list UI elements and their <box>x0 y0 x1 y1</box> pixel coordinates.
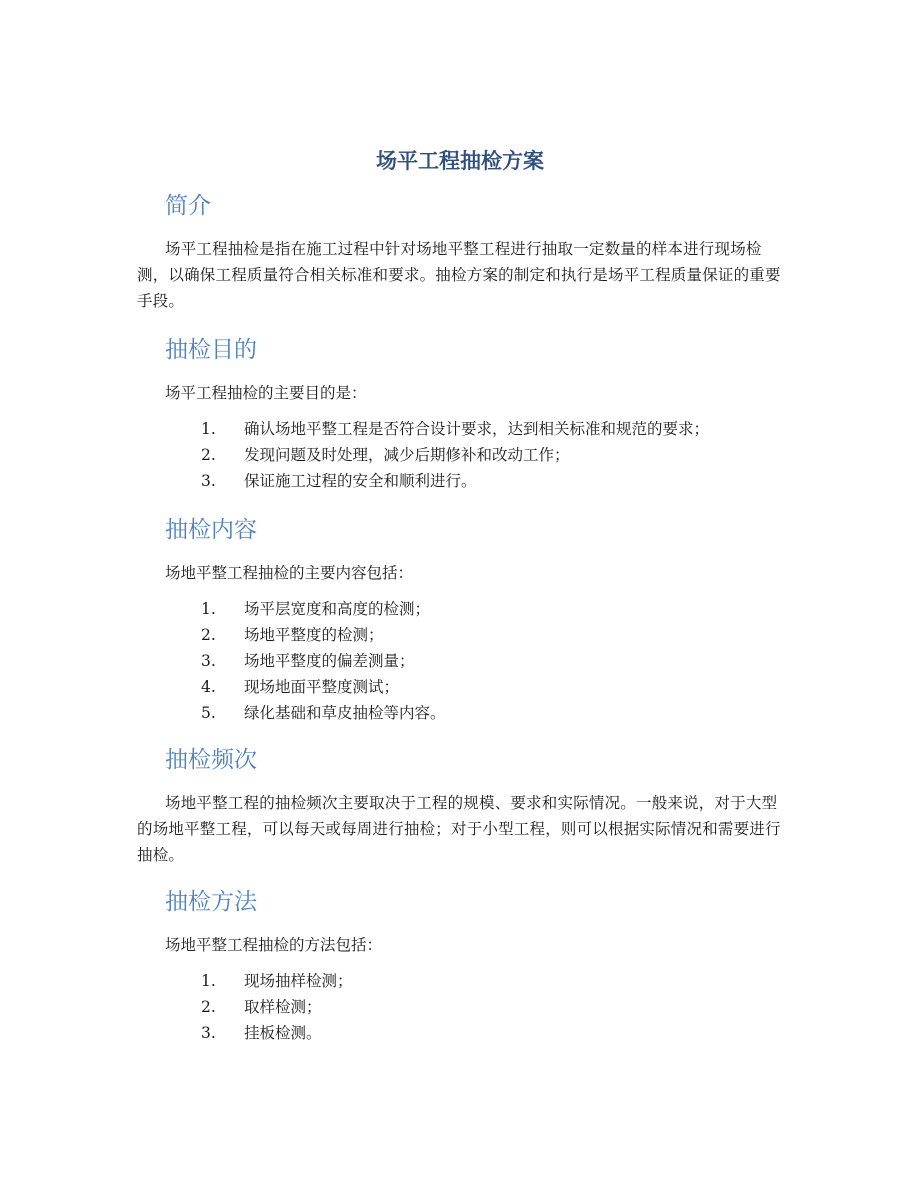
section-intro <box>137 186 789 314</box>
list-item-text: 取样检测； <box>244 998 322 1016</box>
list-item-text: 现场地面平整度测试； <box>244 678 400 696</box>
list-item-number: 3. <box>201 1024 216 1042</box>
purpose-list <box>137 416 789 494</box>
list-item-number: 4. <box>201 678 216 696</box>
purpose-lead: 场平工程抽检的主要目的是： <box>165 384 367 402</box>
section-heading-method: 抽检方法 <box>165 889 257 915</box>
content-list <box>137 596 789 726</box>
list-item <box>137 648 789 674</box>
list-item-text: 挂板检测。 <box>244 1024 322 1042</box>
list-item <box>137 1020 789 1046</box>
list-item <box>137 994 789 1020</box>
section-heading-content: 抽检内容 <box>165 517 257 543</box>
list-item-text: 确认场地平整工程是否符合设计要求，达到相关标准和规范的要求； <box>244 420 710 438</box>
list-item-text: 现场抽样检测； <box>244 972 353 990</box>
intro-paragraph: 场平工程抽检是指在施工过程中针对场地平整工程进行抽取一定数量的样本进行现场检测，以确保工程质量符合相关标准和要求。抽检方案的制定和执行是场平工程质量保证的重要手段。 <box>137 240 781 310</box>
list-item-text: 场地平整度的偏差测量； <box>244 652 415 670</box>
method-list <box>137 968 789 1046</box>
list-item-number: 5. <box>201 704 216 722</box>
list-item-text: 保证施工过程的安全和顺利进行。 <box>244 472 477 490</box>
list-item <box>137 468 789 494</box>
list-item <box>137 968 789 994</box>
list-item-text: 场地平整度的检测； <box>244 626 384 644</box>
list-item-text: 发现问题及时处理，减少后期修补和改动工作； <box>244 446 570 464</box>
list-item <box>137 442 789 468</box>
document-body <box>137 186 789 1046</box>
list-item-number: 2. <box>201 998 216 1016</box>
section-heading-purpose: 抽检目的 <box>165 337 257 363</box>
content-lead: 场地平整工程抽检的主要内容包括： <box>165 564 414 582</box>
section-method <box>137 882 789 1046</box>
list-item-number: 3. <box>201 652 216 670</box>
list-item-number: 3. <box>201 472 216 490</box>
list-item-number: 1. <box>201 600 216 618</box>
list-item <box>137 674 789 700</box>
list-item-number: 2. <box>201 446 216 464</box>
section-purpose <box>137 330 789 494</box>
section-heading-intro: 简介 <box>165 193 211 219</box>
list-item <box>137 700 789 726</box>
method-lead: 场地平整工程抽检的方法包括： <box>165 936 383 954</box>
list-item-number: 1. <box>201 972 216 990</box>
list-item-number: 1. <box>201 420 216 438</box>
list-item <box>137 622 789 648</box>
section-heading-frequency: 抽检频次 <box>165 747 257 773</box>
list-item <box>137 416 789 442</box>
frequency-paragraph: 场地平整工程的抽检频次主要取决于工程的规模、要求和实际情况。一般来说，对于大型的场地平整工程，可以每天或每周进行抽检；对于小型工程，则可以根据实际情况和需要进行抽检。 <box>137 794 781 864</box>
list-item-text: 绿化基础和草皮抽检等内容。 <box>244 704 446 722</box>
document-title: 场平工程抽检方案 <box>376 148 544 173</box>
list-item-number: 2. <box>201 626 216 644</box>
section-content <box>137 510 789 726</box>
section-frequency <box>137 740 789 868</box>
list-item-text: 场平层宽度和高度的检测； <box>244 600 431 618</box>
list-item <box>137 596 789 622</box>
